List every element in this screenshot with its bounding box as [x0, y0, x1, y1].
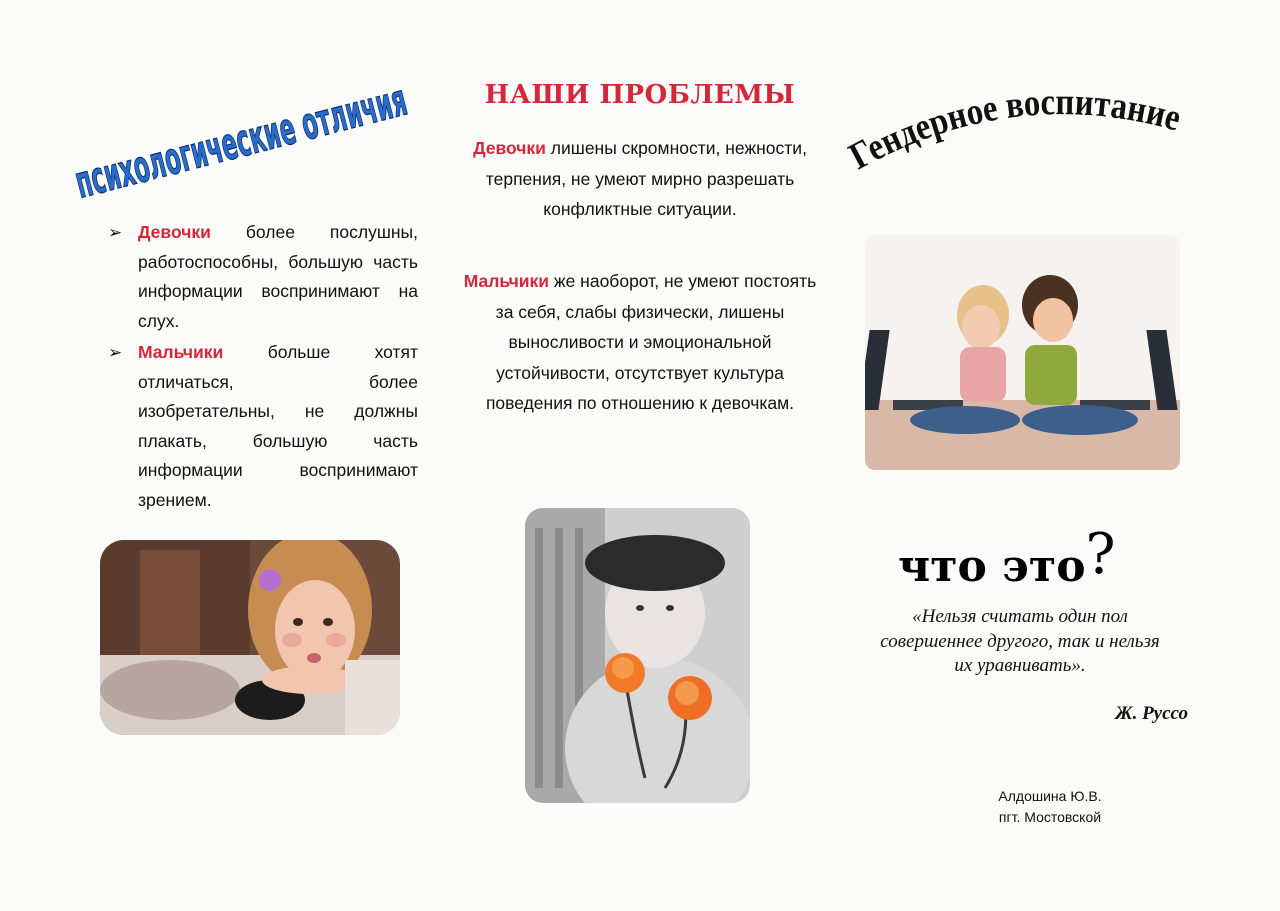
girls-label: Девочки — [473, 138, 546, 158]
panel-psychological-differences — [0, 0, 440, 911]
author-credits — [975, 786, 1125, 828]
question-mark: ? — [1085, 522, 1116, 587]
credit-name: Алдошина Ю.В. — [998, 788, 1102, 804]
girls-label: Девочки — [138, 222, 211, 242]
wordart-title — [70, 70, 430, 210]
quote-author: Ж. Руссо — [1115, 703, 1188, 724]
psych-differences-title: психологические отличия — [70, 71, 426, 209]
girls-problems-text: лишены скромности, нежности, терпения, не умеют мирно разрешать конфликтные ситуации. — [485, 138, 807, 219]
kids-with-laptops-photo — [865, 235, 1180, 470]
arc-title-svg — [842, 60, 1270, 200]
panel-our-problems — [440, 0, 840, 911]
list-item-boys — [108, 338, 418, 515]
wordart-title-svg — [70, 70, 430, 210]
girls-description: более послушны, работоспособны, большую часть информации воспринимают на слух. — [138, 222, 418, 331]
what-is-it-heading — [898, 522, 1116, 595]
arrow-bullet-icon: ➢ — [108, 343, 123, 362]
boys-label: Мальчики — [463, 271, 550, 291]
boys-problems-paragraph — [460, 266, 820, 419]
gender-education-title-text: Гендерное воспитание — [842, 81, 1188, 178]
our-problems-title: НАШИ ПРОБЛЕМЫ — [484, 80, 796, 110]
gender-education-title — [842, 60, 1270, 200]
girls-problems-paragraph — [460, 133, 820, 225]
differences-list — [108, 218, 418, 517]
what-is-it-text: что это — [898, 541, 1086, 592]
arrow-bullet-icon: ➢ — [108, 223, 123, 242]
girl-photo — [100, 540, 400, 735]
list-item-girls — [108, 218, 418, 336]
rousseau-quote: «Нельзя считать один пол совершеннее другого, так и нельзя их уравнивать». — [880, 606, 1160, 676]
boys-description: больше хотят отличаться, более изобретательны, не должны плакать, большую часть информации воспринимают зрением. — [138, 342, 418, 510]
boys-problems-text: же наоборот, не умеют постоять за себя, слабы физически, лишены выносливости и эмоциональной устойчивости, отсутствует культура поведения по отношению к девочкам. — [485, 271, 817, 413]
panel-gender-education — [840, 0, 1280, 911]
credit-place: пгт. Мостовской — [998, 809, 1102, 825]
boys-label: Мальчики — [138, 342, 224, 362]
boy-with-flowers-photo — [525, 508, 750, 803]
